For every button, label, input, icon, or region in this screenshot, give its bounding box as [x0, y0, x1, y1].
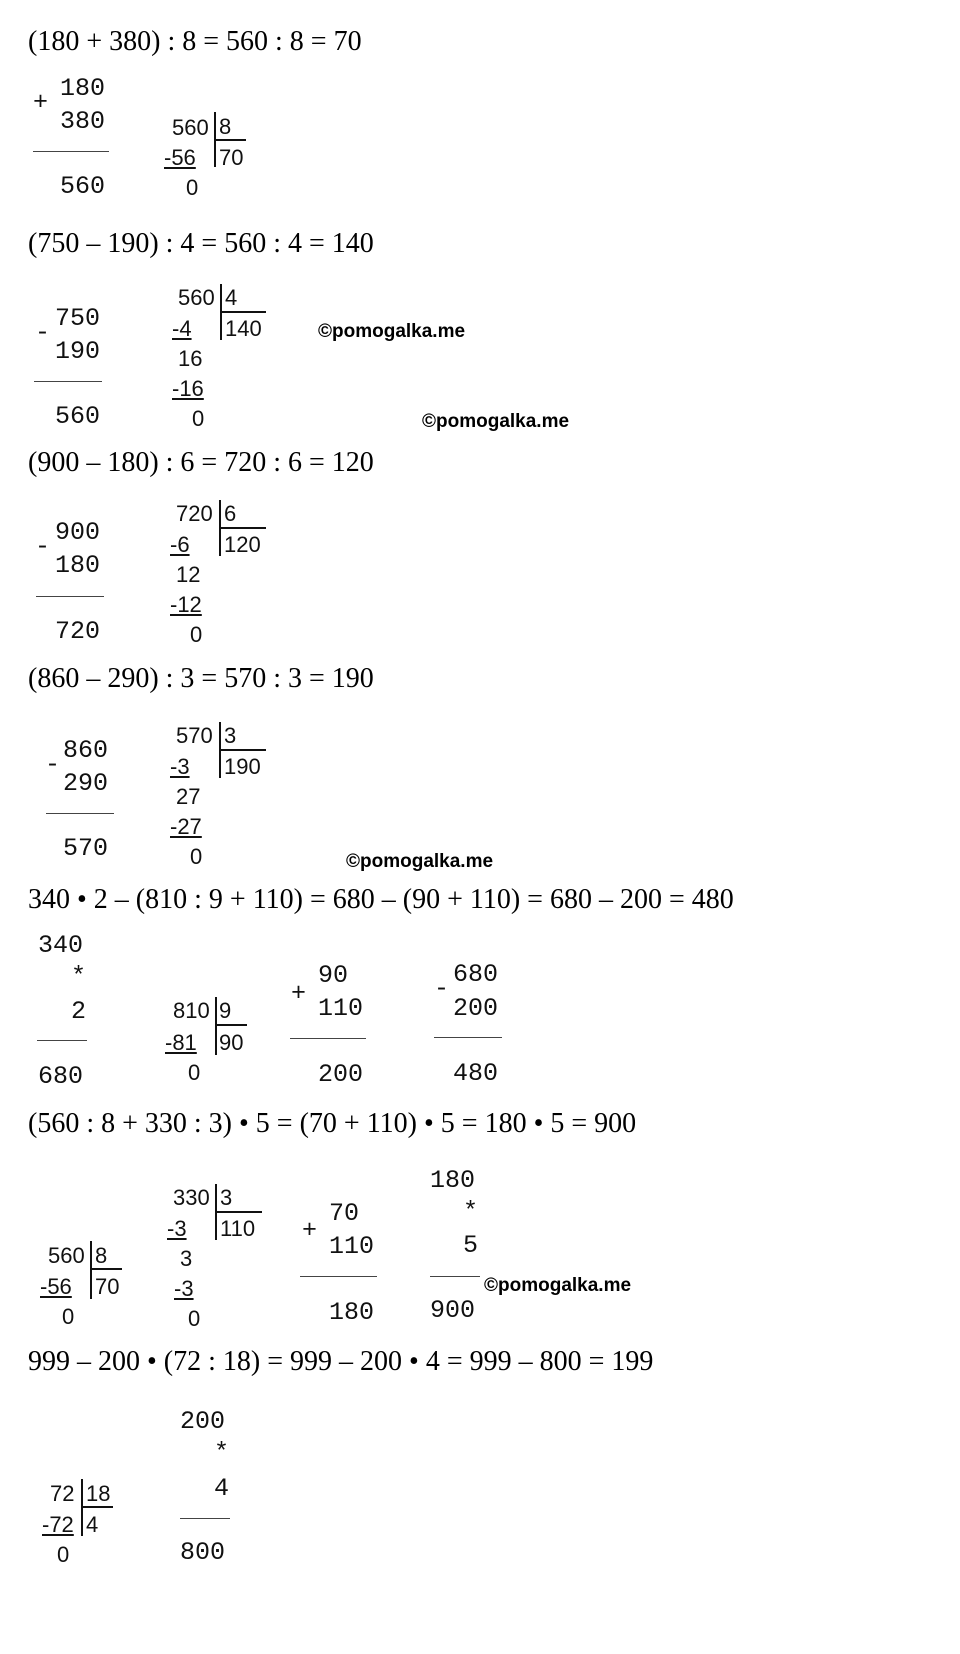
factor-a: 200: [180, 1407, 226, 1436]
multiply-sign: *: [214, 1438, 230, 1467]
minus-sign: -: [434, 974, 450, 1003]
step-3: -3: [174, 1276, 194, 1301]
dividend: 570: [176, 723, 213, 748]
factor-b: 5: [463, 1231, 479, 1260]
result-line: [36, 596, 104, 597]
dividend: 810: [173, 998, 210, 1023]
equation-3: (900 – 180) : 6 = 720 : 6 = 120: [28, 447, 374, 478]
sum: 560: [60, 172, 106, 201]
equation-2: (750 – 190) : 4 = 560 : 4 = 140: [28, 228, 374, 259]
plus-sign: +: [33, 88, 49, 117]
plus-sign: +: [302, 1216, 318, 1245]
plus-sign: +: [291, 979, 307, 1008]
division-bar: [215, 997, 217, 1055]
dividend: 72: [50, 1481, 75, 1506]
step-1: -56: [164, 145, 196, 170]
result-line: [434, 1037, 502, 1038]
product: 900: [430, 1296, 476, 1325]
result-line: [37, 1040, 87, 1041]
quotient-line: [214, 139, 246, 141]
minuend: 860: [63, 736, 109, 765]
factor-a: 180: [430, 1166, 476, 1195]
step-2: 27: [176, 784, 201, 809]
step-2: 16: [178, 346, 203, 371]
step-3: -16: [172, 376, 204, 401]
quotient-line: [90, 1268, 122, 1270]
subtrahend: 290: [63, 769, 109, 798]
remainder: 0: [192, 406, 205, 431]
divisor: 8: [95, 1243, 108, 1268]
factor-a: 340: [38, 931, 84, 960]
quotient: 70: [95, 1274, 120, 1299]
minus-sign: -: [45, 750, 61, 779]
dividend: 560: [172, 115, 209, 140]
remainder: 0: [190, 844, 203, 869]
sum: 200: [318, 1060, 364, 1089]
result-line: [290, 1038, 366, 1039]
watermark: ©pomogalka.me: [346, 851, 494, 872]
remainder: 0: [190, 622, 203, 647]
difference: 720: [55, 617, 101, 646]
step-1: -4: [172, 316, 192, 341]
divisor: 3: [220, 1185, 233, 1210]
step-1: -3: [167, 1216, 187, 1241]
addend-a: 70: [329, 1199, 360, 1228]
dividend: 720: [176, 501, 213, 526]
dividend: 560: [48, 1243, 85, 1268]
quotient: 120: [224, 532, 261, 557]
step-1: -72: [42, 1512, 74, 1537]
quotient: 190: [224, 754, 261, 779]
subtrahend: 200: [453, 994, 499, 1023]
step-1: -81: [165, 1030, 197, 1055]
step-1: -56: [40, 1274, 72, 1299]
watermark: ©pomogalka.me: [318, 321, 466, 342]
multiply-sign: *: [463, 1197, 479, 1226]
addend-b: 110: [329, 1232, 375, 1261]
minuend: 680: [453, 960, 499, 989]
quotient-line: [215, 1024, 247, 1026]
result-line: [34, 381, 102, 382]
factor-b: 4: [214, 1474, 230, 1503]
subtrahend: 180: [55, 551, 101, 580]
equation-4: (860 – 290) : 3 = 570 : 3 = 190: [28, 663, 374, 694]
equation-7: 999 – 200 • (72 : 18) = 999 – 200 • 4 = 999 – 800 = 199: [28, 1346, 654, 1377]
result-line: [33, 151, 109, 152]
quotient-line: [215, 1211, 262, 1213]
sum: 180: [329, 1298, 375, 1327]
addend-b: 380: [60, 107, 106, 136]
watermark: ©pomogalka.me: [484, 1275, 632, 1296]
step-1: -6: [170, 532, 190, 557]
addend-b: 110: [318, 994, 364, 1023]
dividend: 560: [178, 285, 215, 310]
factor-b: 2: [71, 997, 87, 1026]
multiply-sign: *: [71, 962, 87, 991]
addend-a: 90: [318, 961, 349, 990]
minus-sign: -: [35, 532, 51, 561]
quotient-line: [81, 1506, 113, 1508]
equation-6: (560 : 8 + 330 : 3) • 5 = (70 + 110) • 5 = 180 • 5 = 900: [28, 1108, 637, 1139]
difference: 560: [55, 402, 101, 431]
result-line: [180, 1518, 230, 1519]
step-3: -27: [170, 814, 202, 839]
product: 680: [38, 1062, 84, 1091]
remainder: 0: [62, 1304, 75, 1329]
minuend: 750: [55, 304, 101, 333]
subtrahend: 190: [55, 337, 101, 366]
result-line: [430, 1276, 480, 1277]
addend-a: 180: [60, 74, 106, 103]
difference: 480: [453, 1059, 499, 1088]
divisor: 4: [225, 285, 238, 310]
dividend: 330: [173, 1185, 210, 1210]
remainder: 0: [188, 1060, 201, 1085]
step-3: -12: [170, 592, 202, 617]
quotient-line: [219, 749, 266, 751]
step-1: -3: [170, 754, 190, 779]
quotient: 110: [220, 1216, 256, 1241]
quotient: 140: [225, 316, 262, 341]
remainder: 0: [186, 175, 199, 200]
equation-5: 340 • 2 – (810 : 9 + 110) = 680 – (90 + 110) = 680 – 200 = 480: [28, 884, 734, 915]
remainder: 0: [188, 1306, 201, 1331]
step-2: 12: [176, 562, 201, 587]
product: 800: [180, 1538, 226, 1567]
divisor: 8: [219, 114, 232, 139]
quotient: 70: [219, 145, 244, 170]
division-bar: [90, 1241, 92, 1299]
quotient: 4: [86, 1512, 99, 1537]
result-line: [46, 813, 114, 814]
divisor: 9: [219, 998, 232, 1023]
difference: 570: [63, 834, 109, 863]
quotient-line: [220, 311, 266, 313]
divisor: 18: [86, 1481, 111, 1506]
divisor: 6: [224, 501, 237, 526]
remainder: 0: [57, 1542, 70, 1567]
equation-1: (180 + 380) : 8 = 560 : 8 = 70: [28, 26, 362, 57]
minuend: 900: [55, 518, 101, 547]
quotient-line: [219, 527, 266, 529]
minus-sign: -: [35, 318, 51, 347]
watermark: ©pomogalka.me: [422, 411, 570, 432]
divisor: 3: [224, 723, 237, 748]
quotient: 90: [219, 1030, 244, 1055]
result-line: [300, 1276, 377, 1277]
step-2: 3: [180, 1246, 193, 1271]
